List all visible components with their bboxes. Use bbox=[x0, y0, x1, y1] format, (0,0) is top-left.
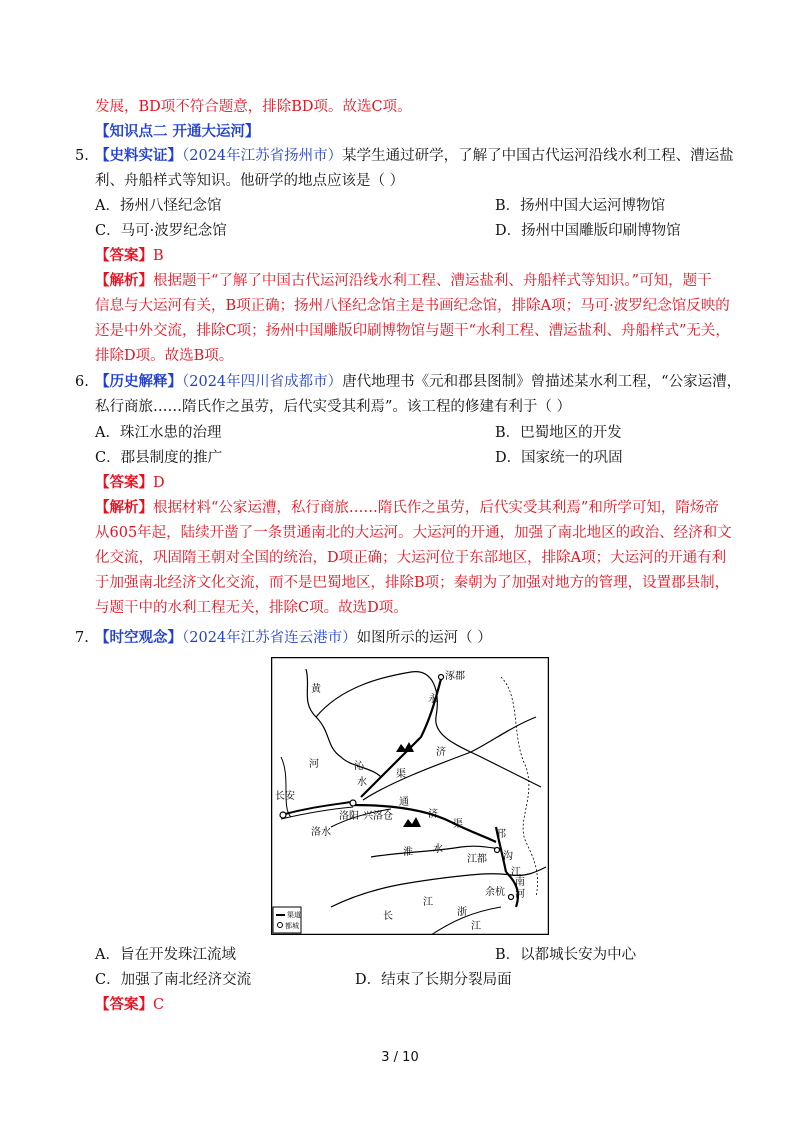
map-label-qu2: 渠 bbox=[453, 819, 463, 830]
map-label-qu1: 渠 bbox=[396, 769, 406, 780]
map-label-huai: 淮 bbox=[403, 847, 413, 858]
q5-tag: 【史料实证】 bbox=[95, 147, 182, 164]
q5-analysis-line4: 排除D项。故选B项。 bbox=[95, 348, 234, 364]
q6-analysis-line4: 于加强南北经济文化交流，而不是巴蜀地区，排除B项；秦朝为了加强对地方的管理，设置郡县制， bbox=[95, 575, 730, 591]
q5-option-a: A．扬州八怪纪念馆 bbox=[95, 198, 222, 214]
map-label-gou: 沟 bbox=[503, 851, 513, 862]
q6-stem-line2: 私行商旅……隋氏作之虽劳，后代实受其利焉”。该工程的修建有利于（ ） bbox=[95, 399, 572, 415]
q7-option-a: A．旨在开发珠江流域 bbox=[95, 947, 236, 963]
q6-analysis-line5: 与题干中的水利工程无关，排除C项。故选D项。 bbox=[95, 600, 408, 616]
q5-stem-line1 bbox=[95, 146, 734, 166]
q6-option-d: D．国家统一的巩固 bbox=[495, 450, 623, 466]
map-label-huang: 黄 bbox=[311, 684, 321, 695]
map-label-jiang1: 江 bbox=[423, 897, 433, 908]
q6-answer: 【答案】D bbox=[95, 474, 165, 491]
q5-source: （2024年江苏省扬州市） bbox=[182, 148, 343, 164]
q6-analysis-line3: 化交流，巩固隋王朝对全国的统治，D项正确；大运河位于东部地区，排除A项；大运河的开通有利 bbox=[95, 550, 727, 566]
map-label-jiang-nan: 江 bbox=[511, 867, 521, 878]
q6-stem-line1: 【历史解释】（2024年四川省成都市）唐代地理书《元和郡县图制》曾描述某水利工程，“公家运漕， bbox=[95, 373, 742, 390]
map-label-luoshui: 洛水 bbox=[311, 827, 331, 838]
q6-analysis-line2: 从605年起，陆续开凿了一条贯通南北的大运河。大运河的开通，加强了南北地区的政治、经济和文 bbox=[95, 525, 732, 541]
q5-option-c: C．马可·波罗纪念馆 bbox=[95, 223, 227, 239]
map-label-zhuojun: 涿郡 bbox=[445, 671, 465, 682]
q6-number: 6. bbox=[75, 374, 89, 390]
map-label-tong: 通 bbox=[399, 797, 409, 808]
q6-option-c: C．郡县制度的推广 bbox=[95, 450, 223, 466]
q5-analysis-line1: 【解析】根据题干“了解了中国古代运河沿线水利工程、漕运盐利、舟船样式等知识。”可知，题干 bbox=[95, 272, 712, 289]
q7-option-d: D．结束了长期分裂局面 bbox=[355, 972, 512, 988]
q6-analysis-line1: 【解析】根据材料“公家运漕，私行商旅……隋氏作之虽劳，后代实受其利焉”和所学可知，隋炀帝 bbox=[95, 499, 719, 516]
q7-answer: 【答案】C bbox=[95, 996, 165, 1013]
map-label-shui1: 水 bbox=[357, 777, 367, 788]
q6-option-a: A．珠江水患的治理 bbox=[95, 425, 222, 441]
map-label-ji1: 济 bbox=[436, 747, 446, 758]
map-label-xingluocang: 兴洛仓 bbox=[363, 811, 393, 822]
q5-stem-line2: 利、舟船样式等知识。他研学的地点应该是（ ） bbox=[95, 173, 405, 189]
map-label-ji2: 济 bbox=[428, 809, 438, 820]
q7-number: 7. bbox=[75, 630, 89, 646]
q7-stem: 【时空观念】（2024年江苏省连云港市）如图所示的运河（ ） bbox=[95, 629, 492, 646]
map-legend-canal: 渠道 bbox=[287, 911, 301, 919]
map-label-he2: 河 bbox=[515, 889, 525, 900]
q5-number: 5. bbox=[75, 148, 89, 164]
map-label-he1: 河 bbox=[309, 759, 319, 770]
map-label-nan: 南 bbox=[515, 877, 525, 888]
grand-canal-map bbox=[271, 657, 549, 935]
map-label-chang: 长 bbox=[383, 911, 393, 922]
map-label-jiang2: 江 bbox=[471, 921, 481, 932]
map-label-luoyang: 洛阳 bbox=[339, 811, 359, 822]
map-label-qin: 沁 bbox=[354, 761, 364, 772]
q5-stem-1: 某学生通过研学，了解了中国古代运河沿线水利工程、漕运盐 bbox=[342, 148, 734, 164]
q5-option-d: D．扬州中国雕版印刷博物馆 bbox=[495, 223, 681, 239]
q6-option-b: B．巴蜀地区的开发 bbox=[495, 425, 622, 441]
q7-option-c: C．加强了南北经济交流 bbox=[95, 972, 252, 988]
map-label-shui2: 水 bbox=[433, 844, 443, 855]
map-label-yong: 永 bbox=[428, 694, 438, 705]
map-label-changan: 长安 bbox=[275, 791, 295, 802]
map-label-jiangdu: 江都 bbox=[467, 854, 487, 865]
q5-answer: 【答案】B bbox=[95, 247, 164, 264]
q5-analysis-line3: 还是中外交流，排除C项；扬州中国雕版印刷博物馆与题干“水利工程、漕运盐利、舟船样式”无关， bbox=[95, 323, 730, 339]
page-number: 3 / 10 bbox=[381, 1050, 419, 1065]
map-label-yuhang: 余杭 bbox=[485, 887, 505, 898]
section-title: 【知识点二 开通大运河】 bbox=[95, 123, 260, 140]
q5-option-b: B．扬州中国大运河博物馆 bbox=[495, 198, 666, 214]
map-label-zhe: 浙 bbox=[457, 907, 467, 918]
q5-analysis-line2: 信息与大运河有关，B项正确；扬州八怪纪念馆主是书画纪念馆，排除A项；马可·波罗纪念馆反映的 bbox=[95, 298, 730, 314]
q7-option-b: B．以都城长安为中心 bbox=[495, 947, 637, 963]
map-legend-capital: 都城 bbox=[285, 922, 299, 930]
top-analysis-continuation: 发展，BD项不符合题意，排除BD项。故选C项。 bbox=[95, 99, 412, 115]
map-label-han: 邗 bbox=[496, 829, 506, 840]
